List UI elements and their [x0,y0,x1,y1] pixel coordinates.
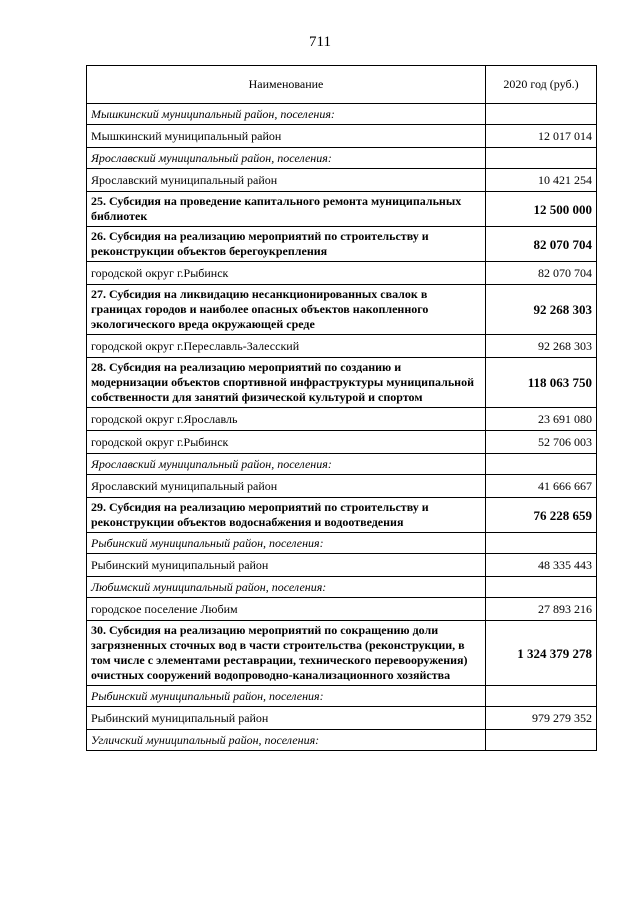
row-amount [486,533,597,554]
row-name: 30. Субсидия на реализацию мероприятий по сокращению доли загрязненных сточных вод в части строительства (реконструкции, в том числе с элементами реставрации, технического перевооружения) очистных сооружений водопроводно-канализационного хозяйства [87,621,486,686]
row-name: Мышкинский муниципальный район, поселения: [87,104,486,125]
table-row [87,431,597,454]
row-amount: 76 228 659 [486,498,597,533]
header-year: 2020 год (руб.) [486,66,597,104]
row-name: Ярославский муниципальный район [87,169,486,192]
row-amount: 1 324 379 278 [486,621,597,686]
row-name: Рыбинский муниципальный район [87,554,486,577]
row-amount: 27 893 216 [486,598,597,621]
row-amount: 92 268 303 [486,335,597,358]
row-name: городской округ г.Рыбинск [87,431,486,454]
row-amount: 52 706 003 [486,431,597,454]
row-name: городское поселение Любим [87,598,486,621]
table-row [87,408,597,431]
row-name: Рыбинский муниципальный район [87,707,486,730]
page-number: 711 [309,34,331,50]
row-amount: 82 070 704 [486,227,597,262]
table-row [87,262,597,285]
row-name: Рыбинский муниципальный район, поселения: [87,686,486,707]
table-row [87,475,597,498]
table-row [87,598,597,621]
row-amount [486,686,597,707]
table-row [87,169,597,192]
budget-table [86,65,597,751]
row-name: Любимский муниципальный район, поселения: [87,577,486,598]
district-header-row [87,454,597,475]
row-amount [486,148,597,169]
row-amount: 12 017 014 [486,125,597,148]
row-name: Ярославский муниципальный район, поселения: [87,148,486,169]
table-row [87,125,597,148]
row-name: Ярославский муниципальный район, поселения: [87,454,486,475]
row-amount [486,577,597,598]
row-name: 29. Субсидия на реализацию мероприятий по строительству и реконструкции объектов водоснабжения и водоотведения [87,498,486,533]
table-body [87,104,597,751]
district-header-row [87,533,597,554]
row-amount [486,104,597,125]
row-amount: 23 691 080 [486,408,597,431]
table-header-row [87,66,597,104]
row-name: городской округ г.Переславль-Залесский [87,335,486,358]
row-amount: 979 279 352 [486,707,597,730]
row-name: Рыбинский муниципальный район, поселения: [87,533,486,554]
district-header-row [87,148,597,169]
table-row [87,335,597,358]
row-name: Ярославский муниципальный район [87,475,486,498]
row-amount: 82 070 704 [486,262,597,285]
subsidy-row [87,498,597,533]
subsidy-row [87,358,597,408]
row-name: городской округ г.Рыбинск [87,262,486,285]
row-amount: 48 335 443 [486,554,597,577]
header-name: Наименование [87,66,486,104]
row-amount: 92 268 303 [486,285,597,335]
district-header-row [87,730,597,751]
district-header-row [87,686,597,707]
row-name: 26. Субсидия на реализацию мероприятий по строительству и реконструкции объектов берегоукрепления [87,227,486,262]
row-name: 27. Субсидия на ликвидацию несанкционированных свалок в границах городов и наиболее опасных объектов накопленного экологического вреда окружающей среде [87,285,486,335]
district-header-row [87,104,597,125]
subsidy-row [87,227,597,262]
row-name: 25. Субсидия на проведение капитального ремонта муниципальных библиотек [87,192,486,227]
subsidy-row [87,192,597,227]
row-amount: 10 421 254 [486,169,597,192]
row-amount: 12 500 000 [486,192,597,227]
row-amount: 118 063 750 [486,358,597,408]
subsidy-row [87,285,597,335]
row-amount: 41 666 667 [486,475,597,498]
row-name: Угличский муниципальный район, поселения: [87,730,486,751]
row-amount [486,454,597,475]
subsidy-row [87,621,597,686]
row-name: 28. Субсидия на реализацию мероприятий по созданию и модернизации объектов спортивной инфраструктуры муниципальной собственности для занятий физической культурой и спортом [87,358,486,408]
row-name: городской округ г.Ярославль [87,408,486,431]
row-amount [486,730,597,751]
row-name: Мышкинский муниципальный район [87,125,486,148]
table-row [87,554,597,577]
table-row [87,707,597,730]
district-header-row [87,577,597,598]
